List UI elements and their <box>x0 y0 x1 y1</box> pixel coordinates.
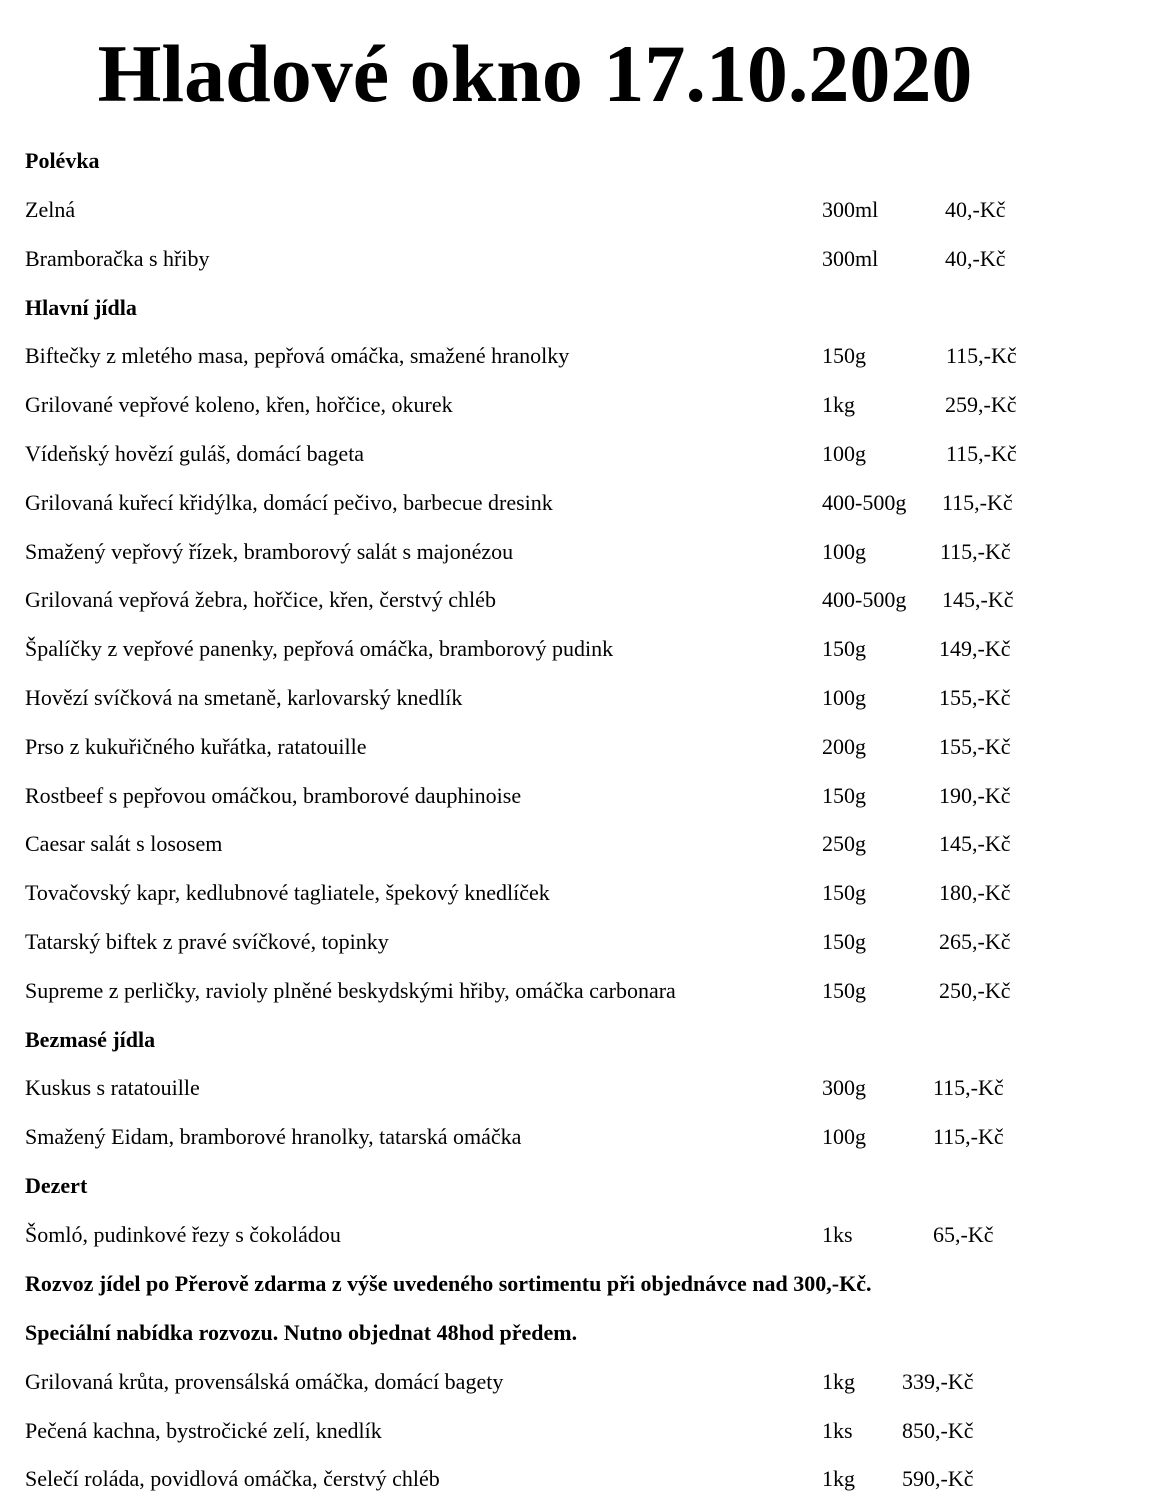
item-price: 190,-Kč <box>939 783 1011 808</box>
item-name: Kuskus s ratatouille <box>25 1075 200 1100</box>
item-price: 149,-Kč <box>939 636 1011 661</box>
item-quantity: 100g <box>822 441 866 466</box>
item-quantity: 150g <box>822 978 866 1003</box>
item-price: 265,-Kč <box>939 929 1011 954</box>
item-name: Hovězí svíčková na smetaně, karlovarský knedlík <box>25 685 463 710</box>
item-price: 115,-Kč <box>946 441 1017 466</box>
menu-item <box>25 877 1135 909</box>
item-quantity: 300ml <box>822 197 879 222</box>
item-price: 40,-Kč <box>945 197 1006 222</box>
menu-item <box>25 1415 1135 1447</box>
item-name: Šomló, pudinkové řezy s čokoládou <box>25 1222 341 1247</box>
item-name: Tovačovský kapr, kedlubnové tagliatele, špekový knedlíček <box>25 880 550 905</box>
section-heading-mains: Hlavní jídla <box>25 295 137 320</box>
item-price: 115,-Kč <box>933 1124 1004 1149</box>
item-price: 180,-Kč <box>939 880 1011 905</box>
item-quantity: 300ml <box>822 246 879 271</box>
menu-item <box>25 536 1135 568</box>
item-name: Smažený vepřový řízek, bramborový salát s majonézou <box>25 539 514 564</box>
item-price: 155,-Kč <box>939 685 1011 710</box>
item-price: 115,-Kč <box>946 343 1017 368</box>
item-name: Caesar salát s lososem <box>25 831 223 856</box>
item-name: Tatarský biftek z pravé svíčkové, topinky <box>25 929 389 954</box>
item-name: Prso z kukuřičného kuřátka, ratatouille <box>25 734 367 759</box>
menu-item <box>25 1219 1135 1251</box>
menu-item <box>25 682 1135 714</box>
item-quantity: 400-500g <box>822 587 907 612</box>
item-name: Zelná <box>25 197 76 222</box>
item-quantity: 400-500g <box>822 490 907 515</box>
item-quantity: 150g <box>822 880 866 905</box>
item-price: 850,-Kč <box>902 1418 974 1443</box>
item-price: 145,-Kč <box>939 831 1011 856</box>
item-name: Pečená kachna, bystročické zelí, knedlík <box>25 1418 382 1443</box>
item-price: 115,-Kč <box>940 539 1011 564</box>
item-price: 155,-Kč <box>939 734 1011 759</box>
item-name: Bramboračka s hřiby <box>25 246 210 271</box>
item-price: 250,-Kč <box>939 978 1011 1003</box>
menu-item <box>25 1366 1135 1398</box>
item-name: Supreme z perličky, ravioly plněné beskydskými hřiby, omáčka carbonara <box>25 978 676 1003</box>
menu-item <box>25 828 1135 860</box>
item-price: 115,-Kč <box>933 1075 1004 1100</box>
menu-item <box>25 243 1135 275</box>
item-quantity: 1kg <box>822 392 855 417</box>
item-quantity: 300g <box>822 1075 866 1100</box>
item-quantity: 150g <box>822 343 866 368</box>
item-quantity: 150g <box>822 783 866 808</box>
delivery-note: Rozvoz jídel po Přerově zdarma z výše uvedeného sortimentu při objednávce nad 300,-Kč. <box>25 1271 872 1296</box>
item-quantity: 250g <box>822 831 866 856</box>
page-title: Hladové okno 17.10.2020 <box>97 28 973 119</box>
menu-item <box>25 487 1135 519</box>
menu-item <box>25 194 1135 226</box>
menu-item <box>25 340 1135 372</box>
item-price: 339,-Kč <box>902 1369 974 1394</box>
section-heading-meatless: Bezmasé jídla <box>25 1027 156 1052</box>
item-quantity: 100g <box>822 685 866 710</box>
item-name: Selečí roláda, povidlová omáčka, čerstvý chléb <box>25 1466 440 1491</box>
item-quantity: 100g <box>822 539 866 564</box>
item-name: Grilovaná kuřecí křidýlka, domácí pečivo, barbecue dresink <box>25 490 553 515</box>
menu-item <box>25 438 1135 470</box>
item-name: Grilovaná vepřová žebra, hořčice, křen, čerstvý chléb <box>25 587 496 612</box>
item-price: 259,-Kč <box>945 392 1017 417</box>
menu-item <box>25 975 1135 1007</box>
item-name: Smažený Eidam, bramborové hranolky, tatarská omáčka <box>25 1124 522 1149</box>
menu-item <box>25 780 1135 812</box>
item-quantity: 1ks <box>822 1418 853 1443</box>
section-heading-soup: Polévka <box>25 148 100 173</box>
item-name: Biftečky z mletého masa, pepřová omáčka, smažené hranolky <box>25 343 570 368</box>
menu-item <box>25 1121 1135 1153</box>
item-name: Grilované vepřové koleno, křen, hořčice, okurek <box>25 392 453 417</box>
item-quantity: 1kg <box>822 1369 855 1394</box>
item-price: 65,-Kč <box>933 1222 994 1247</box>
menu-item <box>25 389 1135 421</box>
item-price: 145,-Kč <box>942 587 1014 612</box>
menu-item <box>25 926 1135 958</box>
item-name: Rostbeef s pepřovou omáčkou, bramborové dauphinoise <box>25 783 522 808</box>
menu-item <box>25 633 1135 665</box>
item-quantity: 1ks <box>822 1222 853 1247</box>
item-quantity: 1kg <box>822 1466 855 1491</box>
special-offer-heading: Speciální nabídka rozvozu. Nutno objednat 48hod předem. <box>25 1320 578 1345</box>
item-name: Vídeňský hovězí guláš, domácí bageta <box>25 441 365 466</box>
item-name: Grilovaná krůta, provensálská omáčka, domácí bagety <box>25 1369 504 1394</box>
menu-item <box>25 1463 1135 1495</box>
item-quantity: 100g <box>822 1124 866 1149</box>
menu-item <box>25 584 1135 616</box>
menu-item <box>25 731 1135 763</box>
item-name: Špalíčky z vepřové panenky, pepřová omáčka, bramborový pudink <box>25 636 614 661</box>
menu-item <box>25 1072 1135 1104</box>
item-quantity: 200g <box>822 734 866 759</box>
item-price: 115,-Kč <box>942 490 1013 515</box>
item-price: 590,-Kč <box>902 1466 974 1491</box>
item-quantity: 150g <box>822 636 866 661</box>
section-heading-dessert: Dezert <box>25 1173 88 1198</box>
item-price: 40,-Kč <box>945 246 1006 271</box>
item-quantity: 150g <box>822 929 866 954</box>
